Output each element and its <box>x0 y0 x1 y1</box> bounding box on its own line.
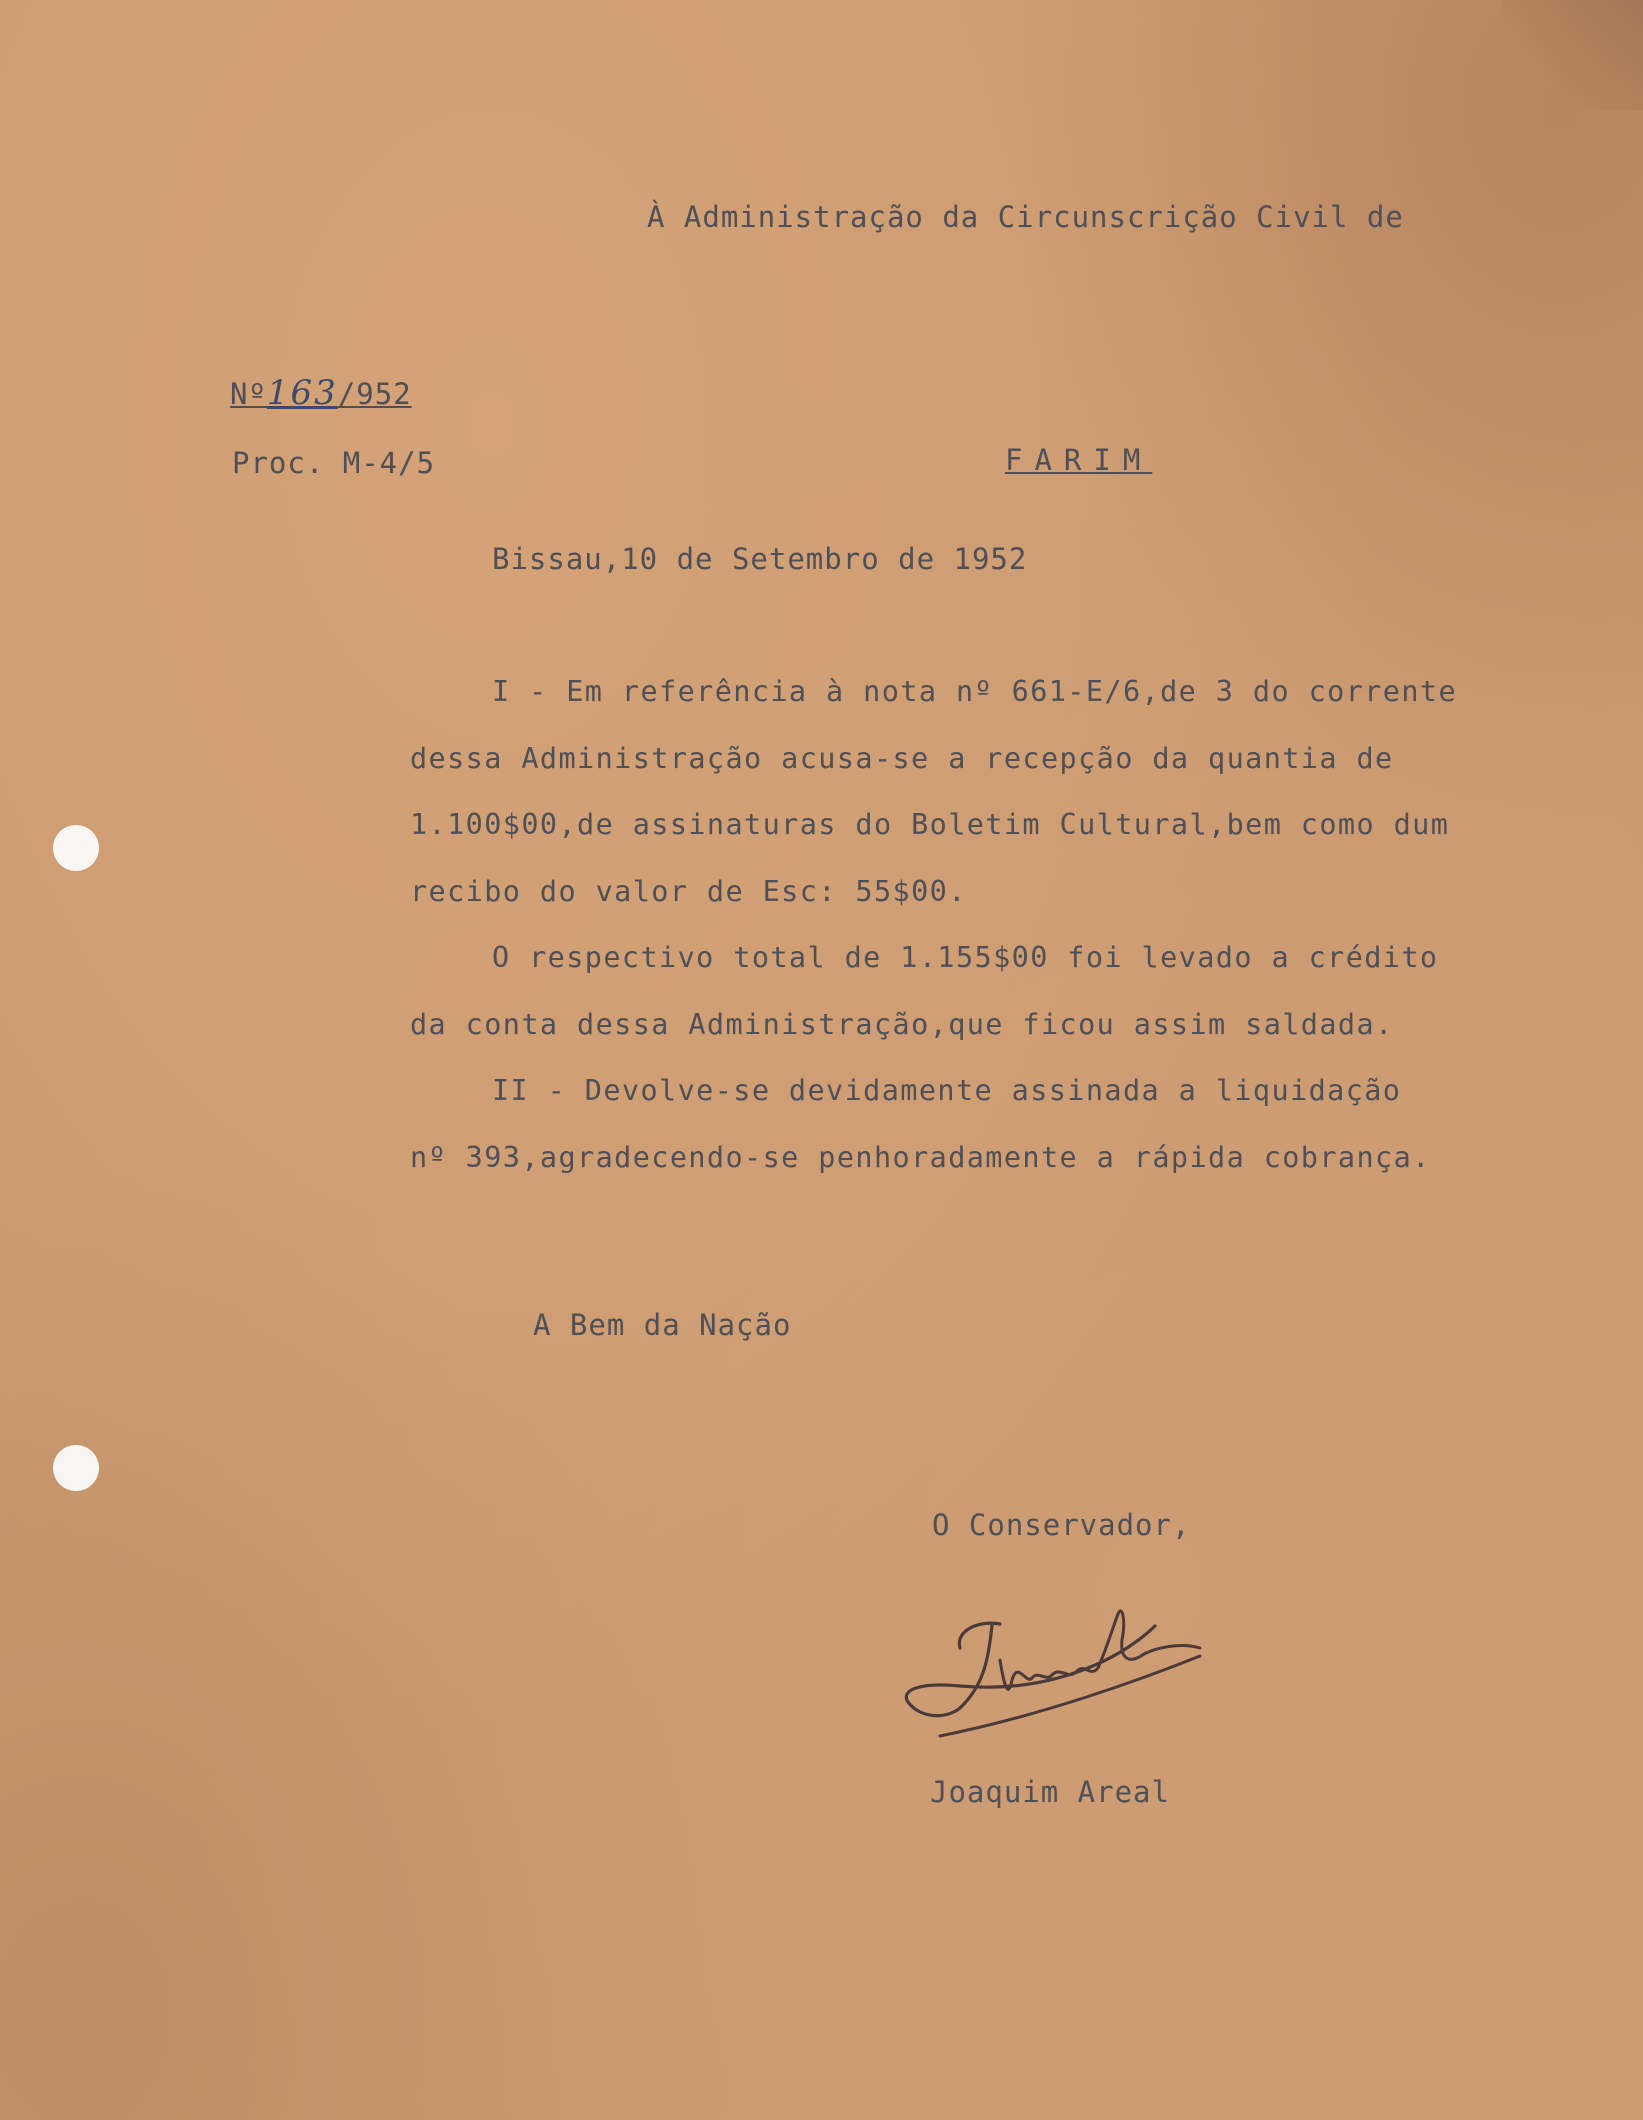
body-line: nº 393,agradecendo-se penhoradamente a rápida cobrança. <box>410 1141 1431 1174</box>
handwritten-signature <box>900 1590 1220 1740</box>
body-line: I - Em referência à nota nº 661-E/6,de 3 do corrente <box>492 675 1458 708</box>
reference-year: /952 <box>337 377 412 411</box>
body-line: dessa Administração acusa-se a recepção da quantia de <box>410 742 1394 775</box>
body-line: recibo do valor de Esc: 55$00. <box>410 875 967 908</box>
body-line: O respectivo total de 1.155$00 foi levado a crédito <box>492 941 1439 974</box>
recipient-place: FARIM <box>1005 443 1153 477</box>
closing-salutation: A Bem da Nação <box>533 1308 792 1342</box>
date-line: Bissau,10 de Setembro de 1952 <box>492 542 1028 576</box>
paper-corner-shadow <box>1503 0 1643 110</box>
handwritten-reference-number: 163 <box>266 373 338 413</box>
recipient-heading: À Administração da Circunscrição Civil de <box>647 200 1404 234</box>
punch-hole-top <box>53 825 99 871</box>
process-number: Proc. M-4/5 <box>232 446 436 480</box>
signatory-name: Joaquim Areal <box>930 1775 1170 1809</box>
body-line: 1.100$00,de assinaturas do Boletim Cultural,bem como dum <box>410 808 1450 841</box>
reference-prefix: Nº <box>230 377 267 411</box>
reference-number <box>230 373 412 413</box>
body-line: II - Devolve-se devidamente assinada a liquidação <box>492 1074 1402 1107</box>
punch-hole-bottom <box>53 1445 99 1491</box>
signatory-role: O Conservador, <box>932 1508 1191 1542</box>
body-line: da conta dessa Administração,que ficou assim saldada. <box>410 1008 1394 1041</box>
